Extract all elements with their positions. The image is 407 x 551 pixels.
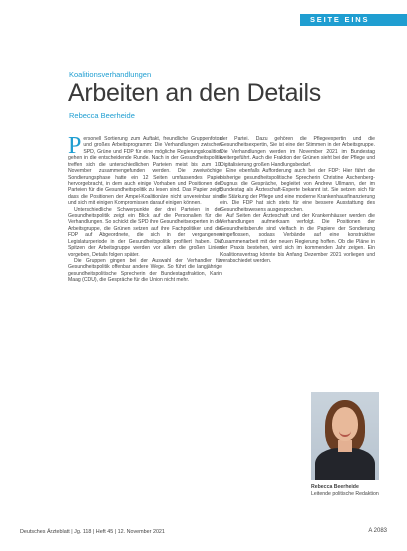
caption-role: Leitende politische Redaktion [311,490,379,497]
article-title: Arbeiten an den Details [68,79,321,107]
section-label: SEITE EINS [310,15,370,24]
page-number: A 2083 [368,528,387,534]
article-column-right [220,136,375,386]
caption-name: Rebecca Beerheide [311,484,359,490]
author-photo [311,392,379,480]
article-column-left [68,136,222,536]
photo-body [315,448,375,480]
article-author: Rebecca Beerheide [69,111,135,120]
photo-neck [338,440,352,452]
photo-caption [311,484,391,497]
article-paragraph: Unterschiedliche Schwerpunkte der drei Parteien in der Gesundheitspolitik zeigt ein Blick auf die Personalien für die Verhandlungen. So schickt die SPD ihre Gesundheitsexperten in die Arbeitsgruppe, die Grünen setzen auf ihre Fachpolitiker und die FDP auf Abgeordnete, die sich in der vergangenen Legislaturperiode in der Gesundheitspolitik profiliert haben. Die Spitzen der Arbeitsgruppe werden vor allem die großen Linien vorgeben, Details folgen später. [68,206,222,258]
paragraph-text: ersonell Sortierung zum Auftakt, freundliche Gruppenfotos und großes Arbeitsprogramm: Die Verhandlungen zwischen SPD, Grüne und FDP für eine mögliche Regierungskoalition gehen in die entscheidende Runde. Nach in der Gesundheitspolitik treffen sich die unterschiedlichen Parteien meist bis zum 10. November zusammengefunden werden. Die zweiwöchige Sondierungsphase hatte ein 12 Seiten umfassendes Papier hervorgebracht, in dem auch einige Vorhaben und Positionen der Parteien für die Gesundheitspolitik zu lesen sind. Das Papier zeigt, dass die Positionen der Ampel-Koalitionäre nicht unvereinbar sind und sich mit einigen Kompromissen darauf einigen können. [68,136,222,207]
article-paragraph: Eine ebenfalls Aufforderung auch bei der FDP: Hier fährt die bisherige gesundheitspolitische Sprecherin Christine Aschenberg-Dugnus die Gespräche, begleitet von Andrew Ullmann, der im Bundestag als Ärzteschaft-Experte bekannt ist. Sie setzen sich für die Stärkung der Pflege und eine moderne Krankenhausfinanzierung ein. Die FDP hat sich stets für eine bessere Ausstattung des Gesundheitswesens ausgesprochen. [220,168,375,213]
article-kicker: Koalitionsverhandlungen [69,70,152,79]
article-paragraph: Auf Seiten der Ärzteschaft und der Krankenhäuser werden die Verhandlungen aufmerksam verfolgt. Die Positionen der Gesundheitsberufe sind vielfach in die Papiere der Sondierung eingeflossen, sodass Verbände auf eine konstruktive Zusammenarbeit mit der neuen Regierung hoffen. Ob die Pläne in der Praxis bestehen, wird sich im kommenden Jahr zeigen. Ein Koalitionsvertrag könnte bis Anfang Dezember 2021 vorliegen und verabschiedet werden. [220,213,375,265]
article-paragraph: der Partei. Dazu gehören die Pflegeexpertin und die Gesundheitsexpertin, Sie ist eine der Stimmen in der Arbeitsgruppe. Die Verhandlungen werden im November 2021 im Bundestag weitergeführt. Auch die Fraktion der Grünen sieht bei der Pflege und Digitalisierung großen Handlungsbedarf. [220,136,375,168]
article-paragraph [68,136,222,207]
drop-cap: P [68,136,82,159]
journal-footer: Deutsches Ärzteblatt | Jg. 118 | Heft 45 | 12. November 2021 [20,529,165,535]
article-paragraph: Die Gruppen gingen bei der Auswahl der Verhandler für Gesundheitspolitik offenbar andere Wege. So führt die langjährige gesundheitspolitische Sprecherin der Bundestagsfraktion, Karin Maag (CDU), die Gespräche für die Union nicht mehr. [68,258,222,284]
